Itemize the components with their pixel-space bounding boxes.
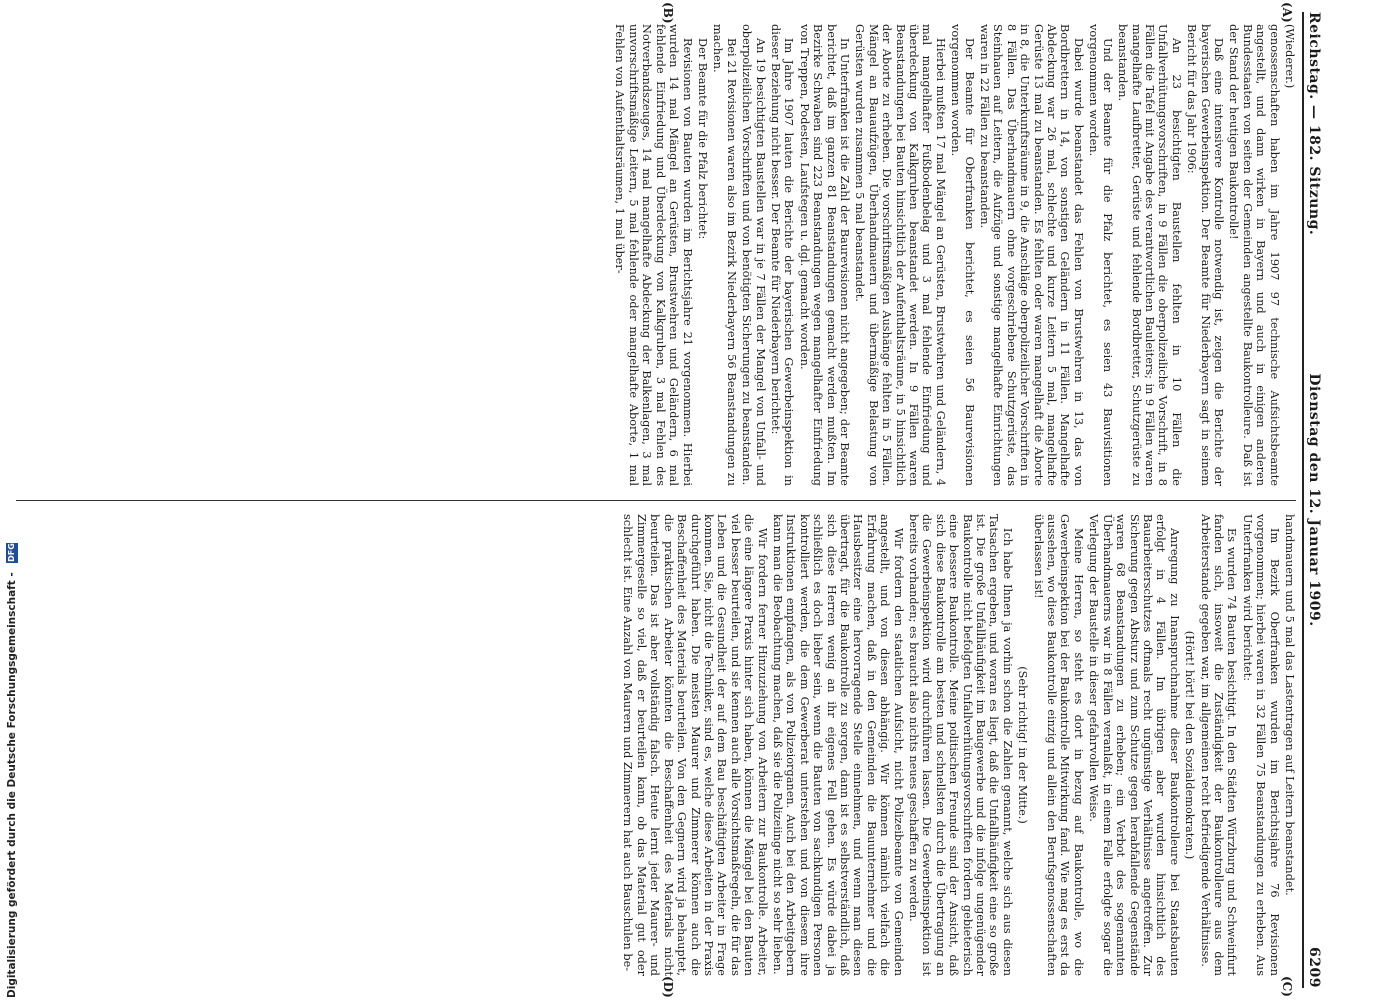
paragraph: Im Jahre 1907 lauten die Berichte der bayerischen Gewerbeinspektion in dieser Beziehung nicht besser. Der Beamte für Niederbayern berichtet: [768,24,796,486]
header-left: Reichstag. — 182. Sitzung. [1306,12,1322,236]
paragraph: In Unterfranken ist die Zahl der Baurevisionen nicht angegeben; der Beamte berichtet, daß im ganzen 81 Beanstandungen gemacht werden mußten. Im Bezirke Schwaben sind 223 Beanstandungen wegen mangelhafter Einfriedung von Treppen, Podesten, Laufstegen u. dgl. gemacht worden. [797,24,851,486]
paragraph: Anregung zu Inanspruchnahme dieser Baukontrolleure bei Staatsbauten erfolgt in 4 Fällen. Im übrigen aber wurden hinsichtlich des Bauarbeiterschutzes oftmals recht ungünstige Verhältnisse angetroffen. Zur Sicherung gegen Absturz und zum Schutze gegen herabfallende Gegenstände waren 68 Beanstandungen zu erheben; ein Verbot des sogenannten Überhandmauerns war in 8 Fällen veranlaßt, in einem Falle erfolgte sogar die Verlegung der Baustelle in dieser gefahrvollen Weise. [1087,514,1181,976]
paragraph: (Wiederer.) [1283,24,1296,89]
header-rule [1302,12,1304,988]
text-column-left [6,24,1296,486]
paragraph: An 19 besichtigten Baustellen war in je 7 Fällen der Mangel von Unfall- und oberpolizeilichen Vorschriften und von benötigten Sicherungen zu beanstanden. [740,24,767,486]
column-divider [16,500,1296,501]
paragraph: An 23 besichtigten Baustellen fehlten in 10 Fällen die Unfallverhütungsvorschriften, in 9 Fällen die oberpolizeiliche Vorschrift, in 8 Fällen die Tafel mit Angabe des verantwortlichen Bauleiters; in 9 Fällen waren mangelhafte Laufbretter, Gerüste und fehlende Bordbretter, Schutzgerüste zu beanstanden. [1116,24,1183,486]
page-number: 6209 [1306,947,1322,988]
paragraph: handmauern und 5 mal das Lastentragen auf Leitern beanstandet. [1283,514,1296,896]
digitization-credit [6,0,22,998]
dfg-logo: DFG [7,543,16,562]
paragraph: Der Beamte für die Pfalz berichtet: [695,38,709,240]
paragraph: Es wurden 74 Bauten besichtigt. In den Städten Würzburg und Schweinfurt fanden sich, insoweit die Zuständigkeit der Baukontrolleure aus dem Arbeiterstande gegeben war, im allgemeinen recht befriedigende Verhältnisse. [1198,514,1239,976]
margin-marker-a: (A) [1280,2,1294,23]
margin-marker-b: (B) [661,2,675,24]
paragraph: Wir fordern den staatlichen Aufsicht, nicht Polizeibeamte von Gemeinden angestellt, und von diesen abhängig. Wir können nämlich vielfach die Erfahrung machen, daß in den Gemeinden die Bauunternehmer und die Hausbesitzer eine hervorragende Stelle einnehmen, und wenn man diesen übertragt, für die Baukontrolle zu sorgen, dann ist es selbstverständlich, daß sich diese Herren wenig an ihr eigenes Fell gehen. Es würde dabei ja schließlich es doch lieber sein, wenn die Bauten von sachkundigen Personen kontrolliert werden, die dem Gewerberat unterstehen und von diesem ihre Instruktionen empfangen, als von Polizeiorganen. Auch bei den Arbeitgebern kann man die Beobachtung machen, daß sie die Polizeiinge nicht so sehr lieben. [770,514,905,976]
interjection: (Hört! hört! bei den Sozialdemokraten.) [1183,630,1197,860]
paragraph: Ich habe Ihnen ja vorhin schon die Zahlen genannt, welche sich aus diesen Tatsachen ergeben, und woran es liegt, daß die Unfallhäufigkeit eine so große ist. Die große Unfallhäufigkeit im Baugewerbe und die infolge ungenügender Baukontrolle nicht befolgten Unfallverhütungsvorschriften fordern gebieterisch eine bessere Baukontrolle. Meine politischen Freunde sind der Ansicht, daß sich diese Baukontrolle am besten und schnellsten durch die Übertragung an die Gewerbeinspektion wird durchführen lassen. Die Gewerbeinspektion ist bereits vorhanden; es braucht also nichts neues geschaffen zu werden. [907,514,1014,976]
text-column-right [6,514,1296,976]
paragraph: Der Beamte für Oberfranken berichtet, es seien 56 Baurevisionen vorgenommen worden. [949,24,976,486]
credit-text: Digitalisierung gefördert durch die Deutsche Forschungsgemeinschaft - [6,572,18,998]
paragraph: Daß eine intensivere Kontrolle notwendig ist, zeigen die Berichte der bayerischen Gewerbeinspektion. Der Beamte für Niederbayern sagt in seinem Bericht für das Jahr 1906: [1185,24,1225,486]
paragraph: Und der Beamte für die Pfalz berichtet, es seien 43 Bauvisitionen vorgenommen worden. [1087,24,1114,486]
paragraph: Im Bezirk Oberfranken wurden im Berichtsjahre 76 Revisionen vorgenommen; hierbei waren in 32 Fällen 75 Beanstandungen zu erheben. Aus Unterfranken wird berichtet: [1240,514,1281,976]
paragraph: Dabei wurde beanstandet das Fehlen von Brustwehren in 13, das von Bordbrettern in 14, von sonstigen Geländern in 11 Fällen. Mangelhafte Abdeckung war 26 mal, schlechte und kurze Leitern 5 mal, mangelhafte Gerüste 13 mal zu beanstanden. Es fehlten oder waren mangelhaft die Aborte in 8, die Unterkunftsräume in 9, die Anschläge oberpolizeilicher Vorschriften in 8 Fällen. Das Überhandmauern ohne vorgeschriebene Schutzgerüste, das Steinhauen auf Leitern, die Aufzüge und sonstige mangelhafte Einrichtungen waren in 22 Fällen zu beanstanden. [978,24,1085,486]
paragraph: genossenschaften haben im Jahre 1907 97 technische Aufsichtsbeamte angestellt, und dann wirken in Bayern und auch in einigen anderen Bundesstaaten von seiten der Gemeinden angestellte Baukontrolleure. Daß ist der Stand der heutigen Baukontrolle! [1227,24,1281,486]
paragraph: Revisionen von Bauten wurden im Berichtsjahre 21 vorgenommen. Hierbei wurden 14 mal Mängel an Gerüsten, Brustwehren und Geländern, 6 mal fehlende Einfriedung und Überdeckung von Kalkgruben, 3 mal Fehlen des Notverbandszeuges, 14 mal mangelhafte Abdeckung der Balkenlagen, 3 mal unvorschriftsmäßige Leitern, 5 mal fehlende oder mangelhafte Aborte, 1 mal Fehlen von Aufenthaltsräumen, 1 mal über- [613,24,694,486]
paragraph: Wir fordern ferner Hinzuziehung von Arbeitern zur Baukontrolle. Arbeiter, die eine längere Praxis hinter sich haben, können die Mängel bei den Bauten viel besser beurteilen, und sie kennen auch alle Vorsichtsmaßregeln, die für das Leben und die Gesundheit der auf dem Bau beschäftigten Arbeiter in Frage kommen. Sie, nicht die Techniker, sind es, welche diese Arbeiten in der Praxis durchgeführt haben. Die meisten Maurer und Zimmerer können auch die Beschaffenheit des Materials beurteilen. Von den Gegnern wird ja behauptet, die praktischen Arbeiter könnten die Beschaffenheit des Materials nicht beurteilen. Das ist aber vollständig falsch. Heute lernt jeder Maurer- und Zimmergeselle so viel, daß er beurteilen kann, ob das Material gut oder schlecht ist. Eine Anzahl von Maurern und Zimmerern hat auch Bauschulen be- [621,514,769,976]
paragraph: Hierbei mußten 17 mal Mängel an Gerüsten, Brustwehren und Geländern, 4 mal mangelhafter Fußbodenbelag und 3 mal fehlende Einfriedung und überdeckung von Kalkgruben beanstandet werden. In 9 Fällen waren Beanstandungen bei Bauten hinsichtlich der Aufenthaltsräume, in 5 hinsichtlich der Aborte zu erheben. Die vorschriftsmäßigen Aushänge fehlten in 5 Fällen. Mängel an Bauaufzügen, Überhandmauern und übermäßige Belastung von Gerüsten wurden zusammen 5 mal beanstandet. [853,24,947,486]
paragraph: Meine Herren, so steht es dort in bezug auf Baukontrolle, wo die Gewerbeinspektion bei der Baukontrolle Mitwirkung fand. Wie mag es erst da aussehen, wo diese Baukontrolle einzig und allein den Berufsgenossenschaften überlassen ist! [1031,514,1085,976]
header-center: Dienstag den 12. Januar 1909. [1306,373,1322,627]
paragraph: Bei 21 Revisionen waren also im Bezirk Niederbayern 56 Beanstandungen zu machen. [711,24,738,486]
margin-marker-d: (D) [661,976,675,998]
margin-marker-c: (C) [1280,976,1294,997]
interjection: (Sehr richtig! in der Mitte.) [1016,666,1030,824]
